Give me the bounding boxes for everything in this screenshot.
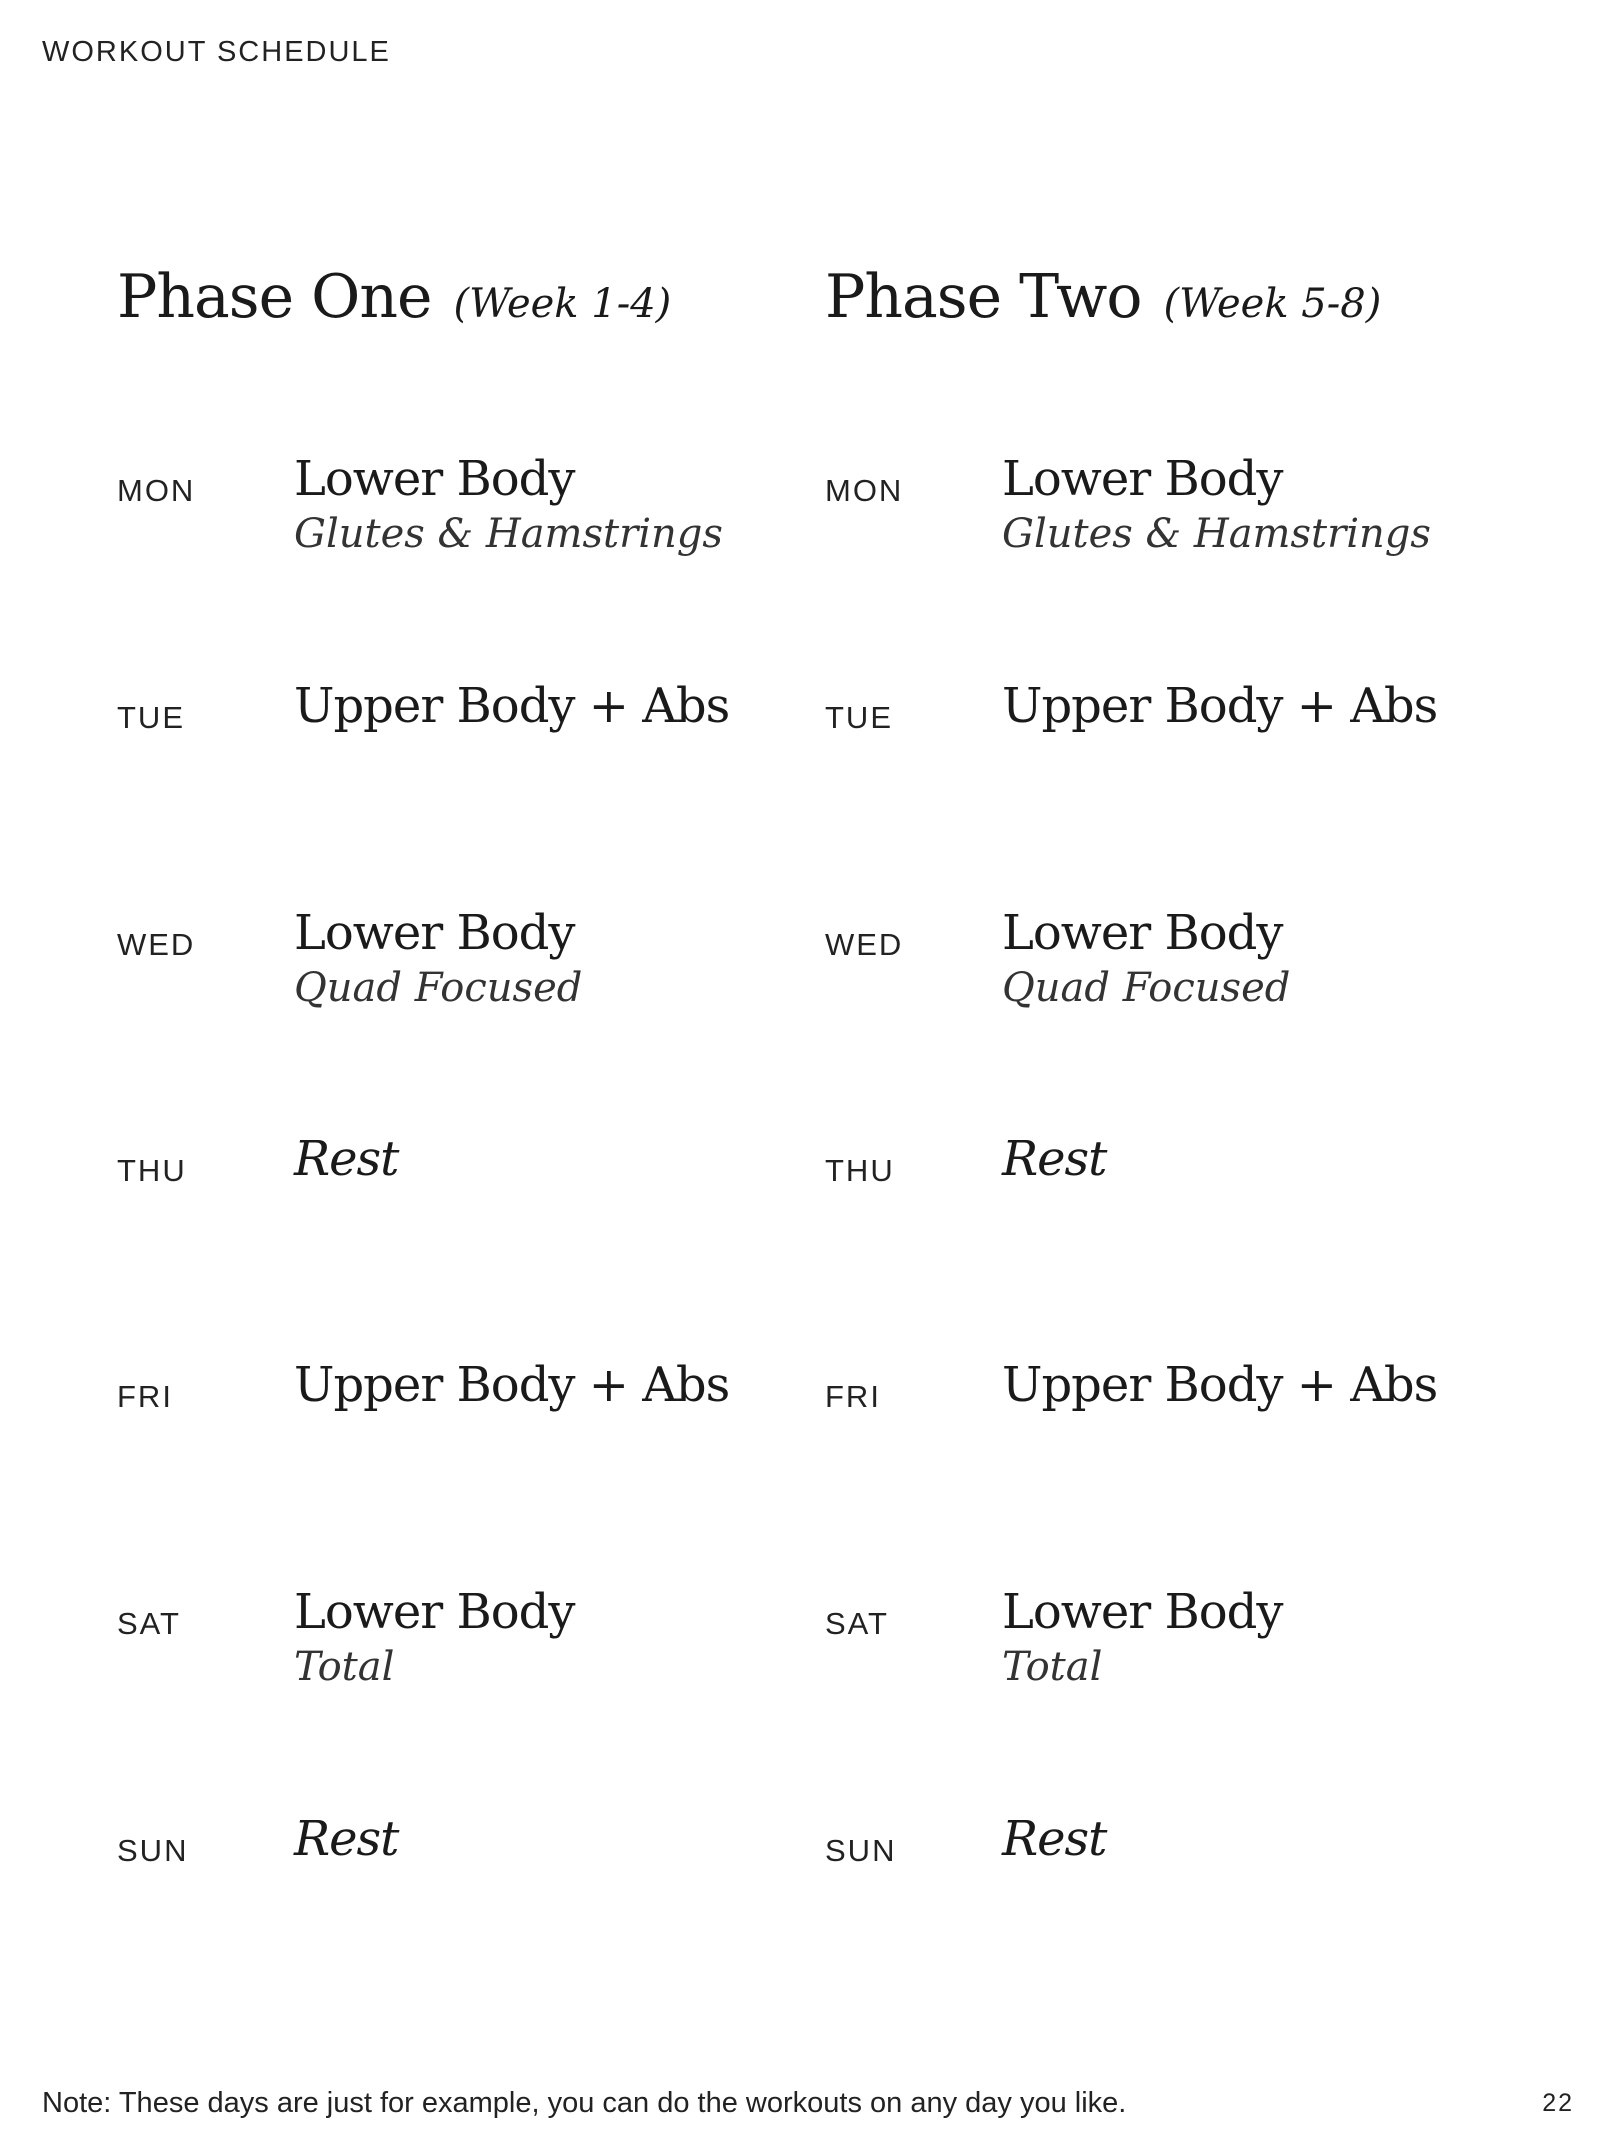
workout-title: Lower Body — [1002, 451, 1283, 507]
workout-subtitle: Total — [294, 1644, 395, 1690]
phase-name: Phase One — [117, 262, 432, 332]
workout — [294, 1130, 398, 1188]
phase-name: Phase Two — [825, 262, 1142, 332]
day-label: MON — [117, 473, 196, 508]
day-label: SAT — [825, 1606, 889, 1641]
day-label: SAT — [117, 1606, 181, 1641]
workout — [1002, 1583, 1282, 1693]
phase-title — [825, 262, 1381, 332]
workout — [1002, 1130, 1106, 1188]
workout-title: Lower Body — [294, 905, 575, 961]
day-label: WED — [117, 927, 196, 962]
workout-title: Upper Body + Abs — [1002, 678, 1438, 734]
workout-subtitle: Glutes & Hamstrings — [294, 511, 723, 557]
workout-title: Upper Body + Abs — [294, 678, 730, 734]
day-label: TUE — [825, 700, 893, 735]
workout-title: Upper Body + Abs — [294, 1357, 730, 1413]
workout-title: Lower Body — [1002, 1584, 1283, 1640]
footer-note: Note: These days are just for example, you can do the workouts on any day you like. — [42, 2087, 1127, 2119]
workout — [294, 677, 729, 735]
workout — [294, 904, 582, 1014]
workout — [1002, 450, 1431, 560]
day-label: WED — [825, 927, 904, 962]
day-label: TUE — [117, 700, 185, 735]
workout-subtitle: Total — [1002, 1644, 1103, 1690]
day-label: MON — [825, 473, 904, 508]
workout — [294, 1583, 574, 1693]
workout — [294, 1810, 398, 1868]
workout — [294, 1356, 729, 1414]
workout — [1002, 1356, 1437, 1414]
workout-title: Upper Body + Abs — [1002, 1357, 1438, 1413]
workout-title: Lower Body — [1002, 905, 1283, 961]
workout-subtitle: Glutes & Hamstrings — [1002, 511, 1431, 557]
workout-subtitle: Quad Focused — [294, 965, 583, 1011]
workout — [1002, 904, 1290, 1014]
workout-title: Rest — [1002, 1811, 1107, 1867]
workout-title: Lower Body — [294, 1584, 575, 1640]
workout — [294, 450, 723, 560]
page-header: WORKOUT SCHEDULE — [42, 36, 391, 68]
day-label: SUN — [825, 1833, 897, 1868]
workout-title: Lower Body — [294, 451, 575, 507]
phase-weeks: (Week 1-4) — [453, 281, 672, 327]
workout-title: Rest — [294, 1131, 399, 1187]
day-label: FRI — [825, 1379, 881, 1414]
day-label: THU — [825, 1153, 895, 1188]
day-label: THU — [117, 1153, 187, 1188]
workout — [1002, 1810, 1106, 1868]
workout-title: Rest — [1002, 1131, 1107, 1187]
phase-weeks: (Week 5-8) — [1163, 281, 1382, 327]
day-label: SUN — [117, 1833, 189, 1868]
phase-title — [117, 262, 671, 332]
day-label: FRI — [117, 1379, 173, 1414]
page-number: 22 — [1542, 2089, 1574, 2117]
workout-title: Rest — [294, 1811, 399, 1867]
workout — [1002, 677, 1437, 735]
workout-subtitle: Quad Focused — [1002, 965, 1291, 1011]
